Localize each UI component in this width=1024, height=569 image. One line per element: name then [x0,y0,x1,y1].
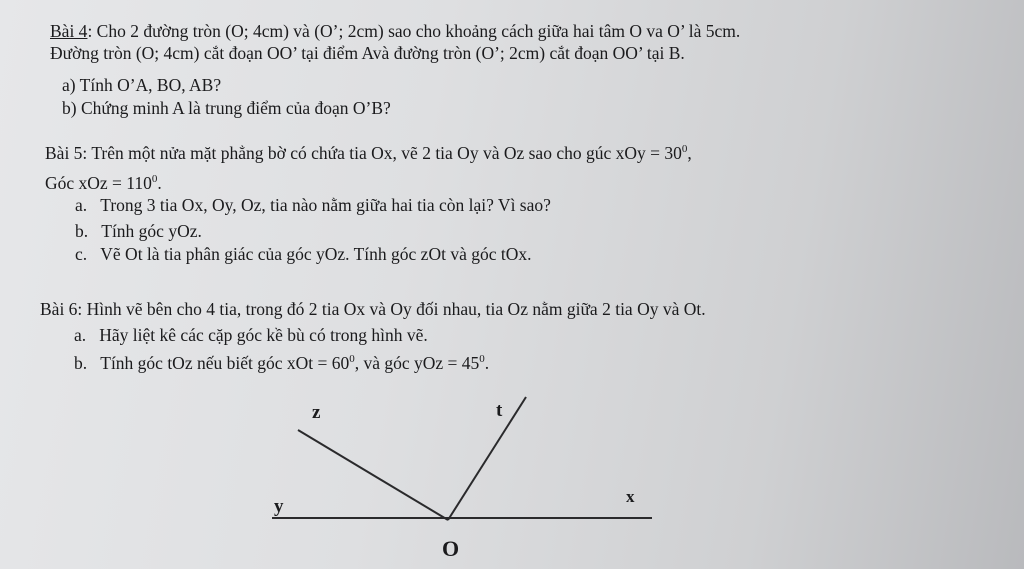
bai5-b-label: b. [75,221,89,241]
bai4-part-b: b) Chứng minh A là trung điểm của đoạn O’B? [62,98,391,118]
bai4-line2: Đường tròn (O; 4cm) cắt đoạn OO’ tại điểm Avà đường tròn (O’; 2cm) cắt đoạn OO’ tại B. [50,43,685,63]
bai5-line2-end: . [157,173,162,193]
bai4-line1-text: : Cho 2 đường tròn (O; 4cm) và (O’; 2cm) sao cho khoảng cách giữa hai tâm O va O’ là 5cm. [87,21,741,41]
bai5-degree-1: 0 [681,143,688,155]
bai5-a-label: a. [75,195,88,215]
bai6-a-label: a. [74,325,87,345]
bai6-a-text: Hãy liệt kê các cặp góc kề bù có trong hình vẽ. [99,325,428,345]
bai5-b-text: Tính góc yOz. [101,221,202,241]
bai6-b-end: . [484,353,490,373]
bai6-b-label: b. [74,353,88,373]
bai5-line1-end: , [687,143,692,163]
bai6-line1: Bài 6: Hình vẽ bên cho 4 tia, trong đó 2 tia Ox và Oy đối nhau, tia Oz nằm giữa 2 tia Oy và Ot. [40,299,706,319]
bai6-degree-1: 0 [349,353,355,365]
bai4-part-a: a) Tính O’A, BO, AB? [62,75,222,95]
label-o: O [442,536,460,561]
bai6-b-mid: , và góc yOz = 45 [354,353,480,373]
bai5-a-text: Trong 3 tia Ox, Oy, Oz, tia nào nằm giữa hai tia còn lại? Vì sao? [100,195,551,215]
bai5-c-text: Vẽ Ot là tia phân giác của góc yOz. Tính góc zOt và góc tOx. [100,244,532,264]
ray-oz [298,430,448,520]
label-z: z [312,402,321,423]
bai6-degree-2: 0 [479,353,485,365]
label-y: y [274,496,284,517]
bai4-title: Bài 4 [50,21,88,41]
label-x: x [626,487,635,506]
bai5-c-label: c. [75,244,88,264]
bai5-degree-2: 0 [151,173,158,185]
bai5-line2-text: Góc xOz = 110 [45,173,152,193]
bai5-line1-text: Bài 5: Trên một nửa mặt phẳng bờ có chứa tia Ox, vẽ 2 tia Oy và Oz sao cho gúc xOy = 30 [45,143,682,163]
label-t: t [496,400,503,421]
ray-ot [448,397,526,520]
bai6-b-text: Tính góc tOz nếu biết góc xOt = 60 [100,353,350,373]
